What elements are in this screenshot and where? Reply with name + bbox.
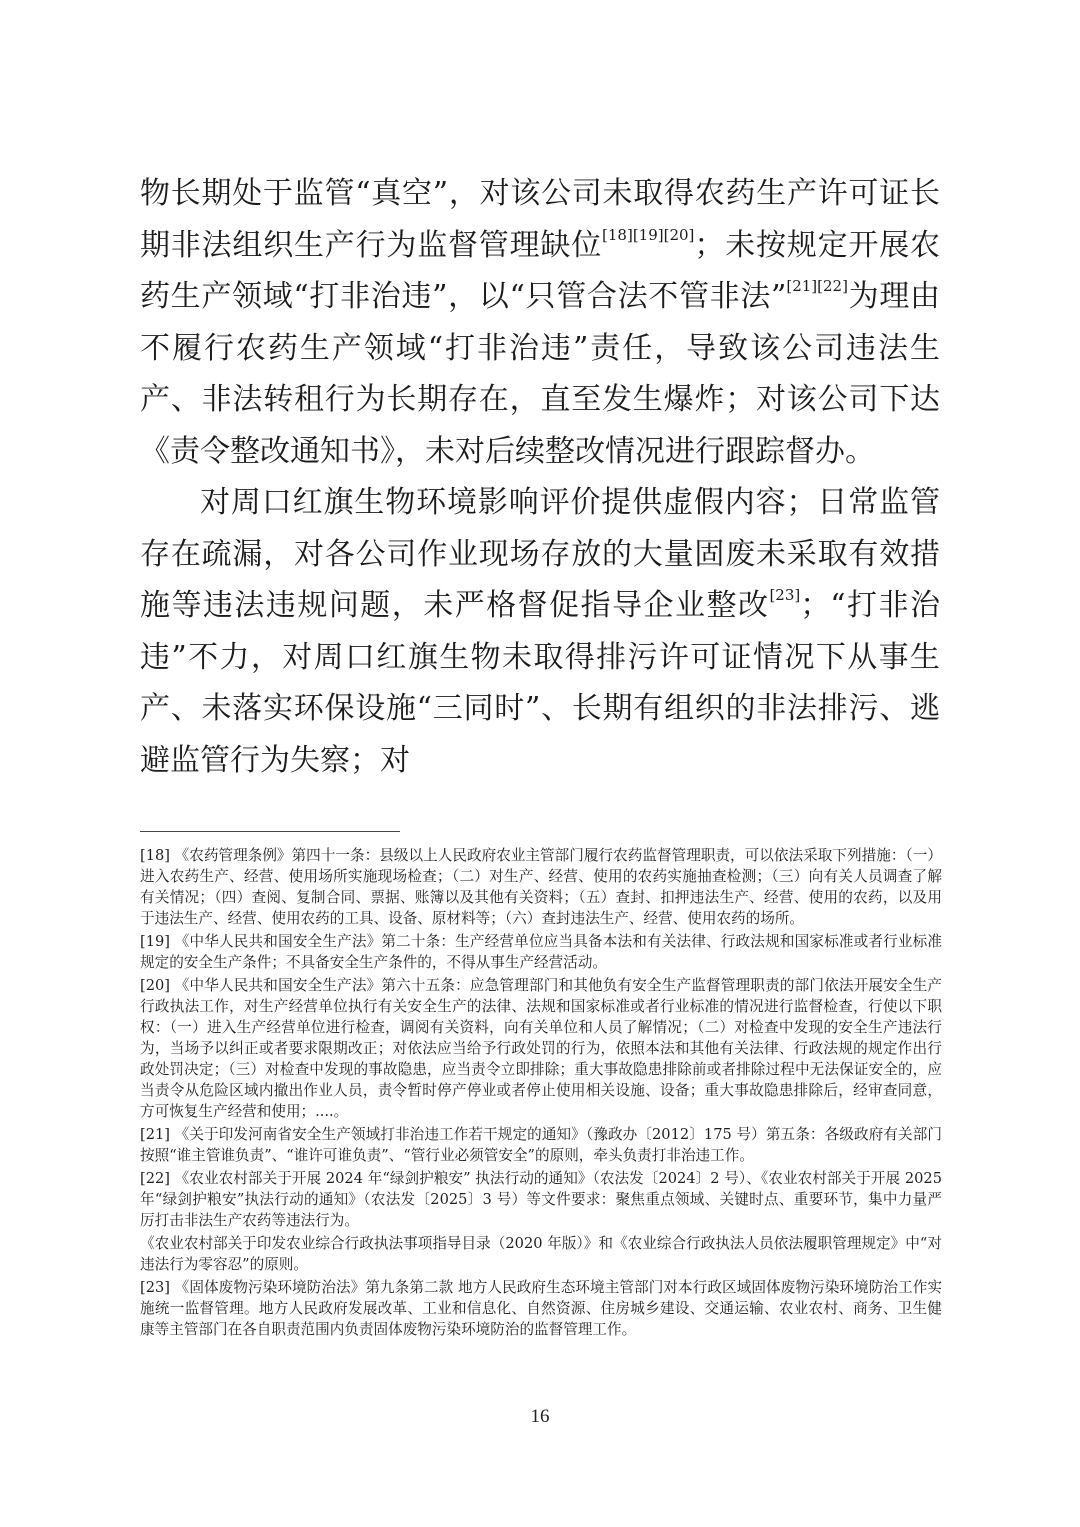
paragraph-text: 对周口红旗生物环境影响评价提供虚假内容；日常监管存在疏漏，对各公司作业现场存放的大量固废未采取有效措施等违法违规问题，未严格督促指导企业整改 — [140, 485, 940, 623]
footnote-separator — [140, 831, 400, 832]
footnotes — [140, 845, 942, 1342]
footnote-reference[interactable]: [18][19][20] — [602, 225, 695, 244]
footnote-23: [23] 《固体废物污染环境防治法》第九条第二款 地方人民政府生态环境主管部门对本行政区域固体废物污染环境防治工作实施统一监督管理。地方人民政府发展改革、工业和信息化、自然资源、住房城乡建设、交通运输、农业农村、商务、卫生健康等主管部门在各自职责范围内负责固体废物污染环境防治的监督管理工作。 — [140, 1279, 942, 1338]
footnote-21: [21] 《关于印发河南省安全生产领域打非治违工作若干规定的通知》（豫政办〔2012〕175 号）第五条：各级政府有关部门按照“谁主管谁负责”、“谁许可谁负责”、“管行业必须管安全”的原则，牵头负责打非治违工作。 — [140, 1126, 942, 1164]
paragraph-text: 物长期处于监管“真空”，对该公司未取得农药生产许可证长期非法组织生产行为监督管理缺位 — [140, 176, 940, 263]
footnote-18: [18] 《农药管理条例》第四十一条：县级以上人民政府农业主管部门履行农药监督管理职责，可以依法采取下列措施：（一）进入农药生产、经营、使用场所实施现场检查；（二）对生产、经营、使用的农药实施抽查检测；（三）向有关人员调查了解有关情况；（四）查阅、复制合同、票据、账簿以及其他有关资料；（五）查封、扣押违法生产、经营、使用的农药，以及用于违法生产、经营、使用农药的工具、设备、原材料等；（六）查封违法生产、经营、使用农药的场所。 — [140, 847, 942, 927]
main-text — [140, 168, 940, 786]
page-number: 16 — [530, 1406, 550, 1427]
paragraph-text: 为理由不履行农药生产领域“打非治违”责任，导致该公司违法生产、非法转租行为长期存在，直至发生爆炸；对该公司下达《责令整改通知书》，未对后续整改情况进行跟踪督办。 — [140, 279, 940, 469]
footnote-reference[interactable]: [23] — [769, 586, 801, 604]
body-paragraph-1 — [140, 168, 940, 477]
footnote-20: [20] 《中华人民共和国安全生产法》第六十五条：应急管理部门和其他负有安全生产监督管理职责的部门依法开展安全生产行政执法工作，对生产经营单位执行有关安全生产的法律、法规和国家标准或者行业标准的情况进行监督检查，行使以下职权：（一）进入生产经营单位进行检查，调阅有关资料，向有关单位和人员了解情况；（二）对检查中发现的安全生产违法行为，当场予以纠正或者要求限期改正；对依法应当给予行政处罚的行为，依照本法和其他有关法律、行政法规的规定作出行政处罚决定；（三）对检查中发现的事故隐患，应当责令立即排除；重大事故隐患排除前或者排除过程中无法保证安全的，应当责令从危险区域内撤出作业人员，责令暂时停产停业或者停止使用相关设施、设备；重大事故隐患排除后，经审查同意，方可恢复生产经营和使用；....。 — [140, 977, 942, 1120]
footnote-22: [22] 《农业农村部关于开展 2024 年“绿剑护粮安” 执法行动的通知》（农法发〔2024〕2 号）、《农业农村部关于开展 2025 年“绿剑护粮安”执法行动的通知》（农法发〔2025〕3 号）等文件要求：聚焦重点领域、关键时点、重要环节，集中力量严厉打击非法生产农药等违法行为。 — [140, 1170, 942, 1229]
footnote-reference[interactable]: [21][22] — [786, 277, 848, 295]
footnote-22-continued: 《农业农村部关于印发农业综合行政执法事项指导目录（2020 年版）》和《农业综合行政执法人员依法履职管理规定》中“对违法行为零容忍”的原则。 — [140, 1235, 942, 1273]
body-paragraph-2 — [140, 477, 940, 786]
footnote-19: [19] 《中华人民共和国安全生产法》第二十条：生产经营单位应当具备本法和有关法律、行政法规和国家标准或者行业标准规定的安全生产条件；不具备安全生产条件的，不得从事生产经营活动。 — [140, 933, 942, 971]
paragraph-text: ；未按规定开展农药生产领域“打非治违”，以“只管合法不管非法” — [140, 227, 941, 314]
paragraph-text: ；“打非治违”不力，对周口红旗生物未取得排污许可证情况下从事生产、未落实环保设施“三同时”、长期有组织的非法排污、逃避监管行为失察；对 — [140, 588, 941, 778]
